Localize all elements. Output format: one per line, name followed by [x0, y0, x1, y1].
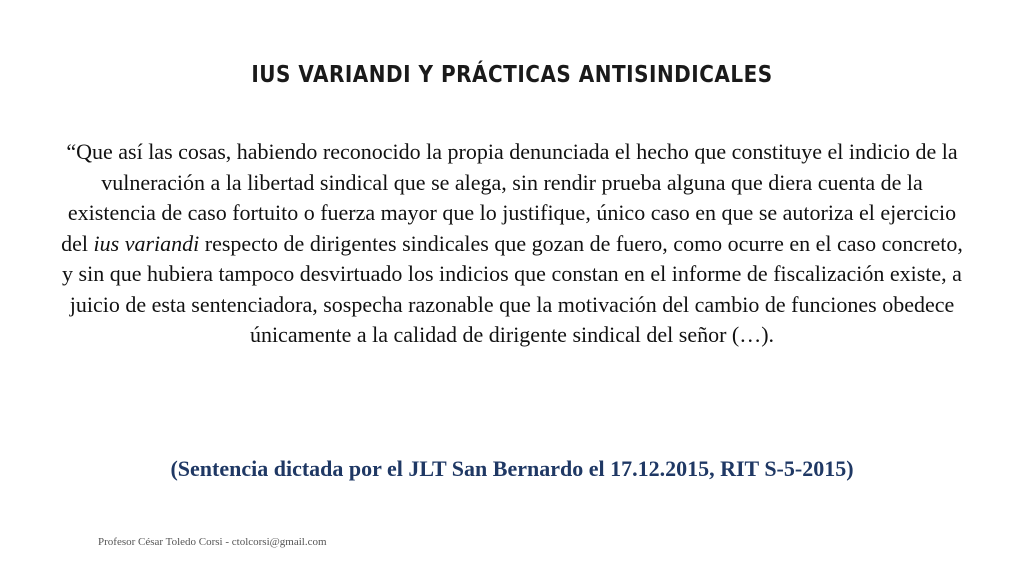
quote-paragraph	[60, 137, 964, 351]
slide-title: IUS VARIANDI Y PRÁCTICAS ANTISINDICALES	[251, 60, 773, 88]
quote-italic-term: ius variandi	[93, 230, 200, 256]
quote-text-end: respecto de dirigentes sindicales que gozan de fuero, como ocurre en el caso concreto, y sin que hubiera tampoco desvirtuado los indicios que constan en el informe de fiscalización existe, a juicio de esta sentenciadora, sospecha razonable que la motivación del cambio de funciones obedece únicamente a la calidad de dirigente sindical del señor (…).	[62, 230, 963, 347]
footer-author: Profesor César Toledo Corsi - ctolcorsi@gmail.com	[98, 536, 327, 548]
citation: (Sentencia dictada por el JLT San Bernardo el 17.12.2015, RIT S-5-2015)	[170, 456, 854, 481]
quote-text-start: “Que así las cosas, habiendo reconocido la propia denunciada el hecho que constituye el indicio de la vulneración a la libertad sindical que se alega, sin rendir prueba alguna que diera cuenta de la existencia de caso fortuito o fuerza mayor que lo justifique, único caso en que se autoriza el ejercicio del	[61, 139, 958, 256]
